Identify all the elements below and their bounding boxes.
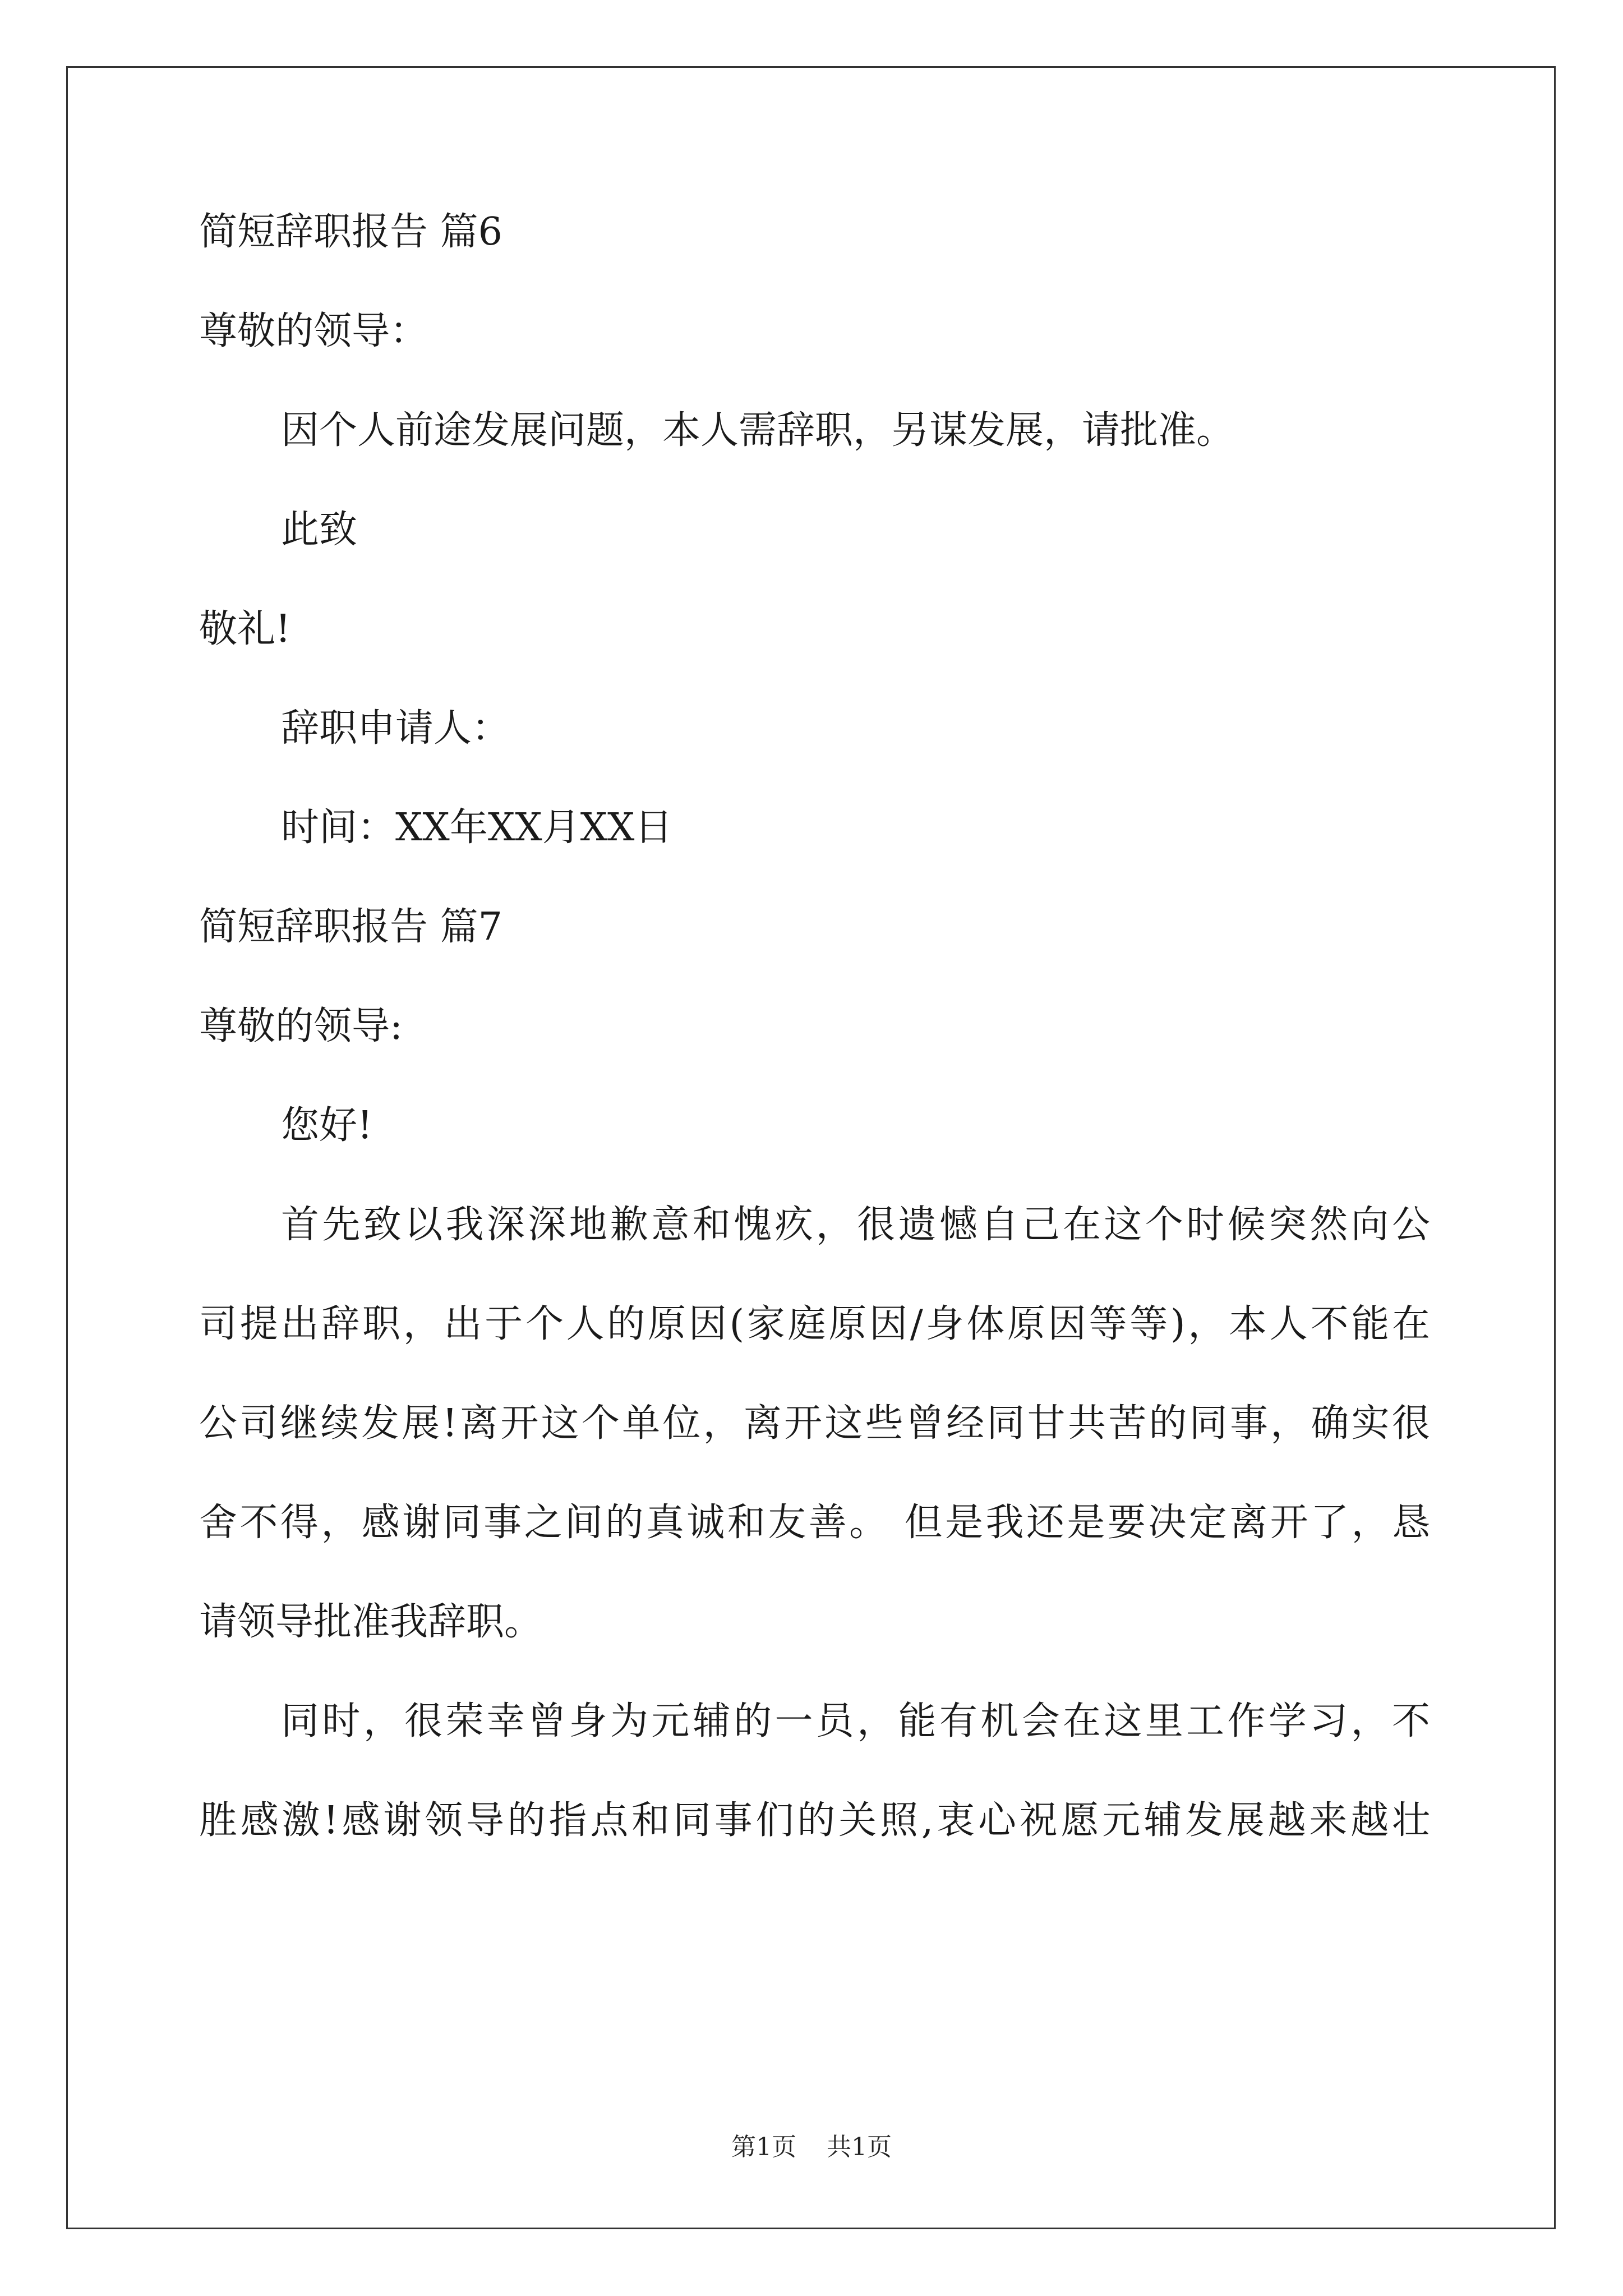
document-body: [199, 210, 1430, 1843]
section-title: 简短辞职报告 篇7: [199, 905, 502, 949]
paragraph-line: 首先致以我深深地歉意和愧疚，很遗憾自己在这个时候突然向公: [281, 1203, 1430, 1247]
paragraph-line: 胜感激!感谢领导的指点和同事们的关照,衷心祝愿元辅发展越来越壮: [199, 1798, 1430, 1843]
page-total: 共1页: [827, 2133, 892, 2161]
salutation: 尊敬的领导：: [199, 309, 428, 353]
page-footer: [0, 2135, 1623, 2160]
signature-line: 辞职申请人：: [281, 706, 510, 751]
paragraph-line: 公司继续发展!离开这个单位，离开这些曾经同甘共苦的同事，确实很: [199, 1401, 1430, 1446]
date-line: 时间：XX年XX月XX日: [281, 806, 673, 850]
paragraph: 因个人前途发展问题，本人需辞职，另谋发展，请批准。: [281, 408, 1235, 453]
closing-regards: 敬礼!: [199, 607, 291, 651]
paragraph-line: 司提出辞职，出于个人的原因(家庭原因/身体原因等等)，本人不能在: [199, 1302, 1430, 1346]
greeting: 您好!: [281, 1103, 373, 1148]
closing: 此致: [281, 508, 358, 552]
paragraph-line: 同时，很荣幸曾身为元辅的一员，能有机会在这里工作学习，不: [281, 1699, 1430, 1743]
page-number: 第1页: [731, 2133, 796, 2161]
paragraph-line: 舍不得，感谢同事之间的真诚和友善。 但是我还是要决定离开了，恳: [199, 1501, 1430, 1545]
paragraph-line: 请领导批准我辞职。: [199, 1600, 543, 1644]
salutation: 尊敬的领导:: [199, 1004, 403, 1048]
section-title: 简短辞职报告 篇6: [199, 210, 502, 254]
